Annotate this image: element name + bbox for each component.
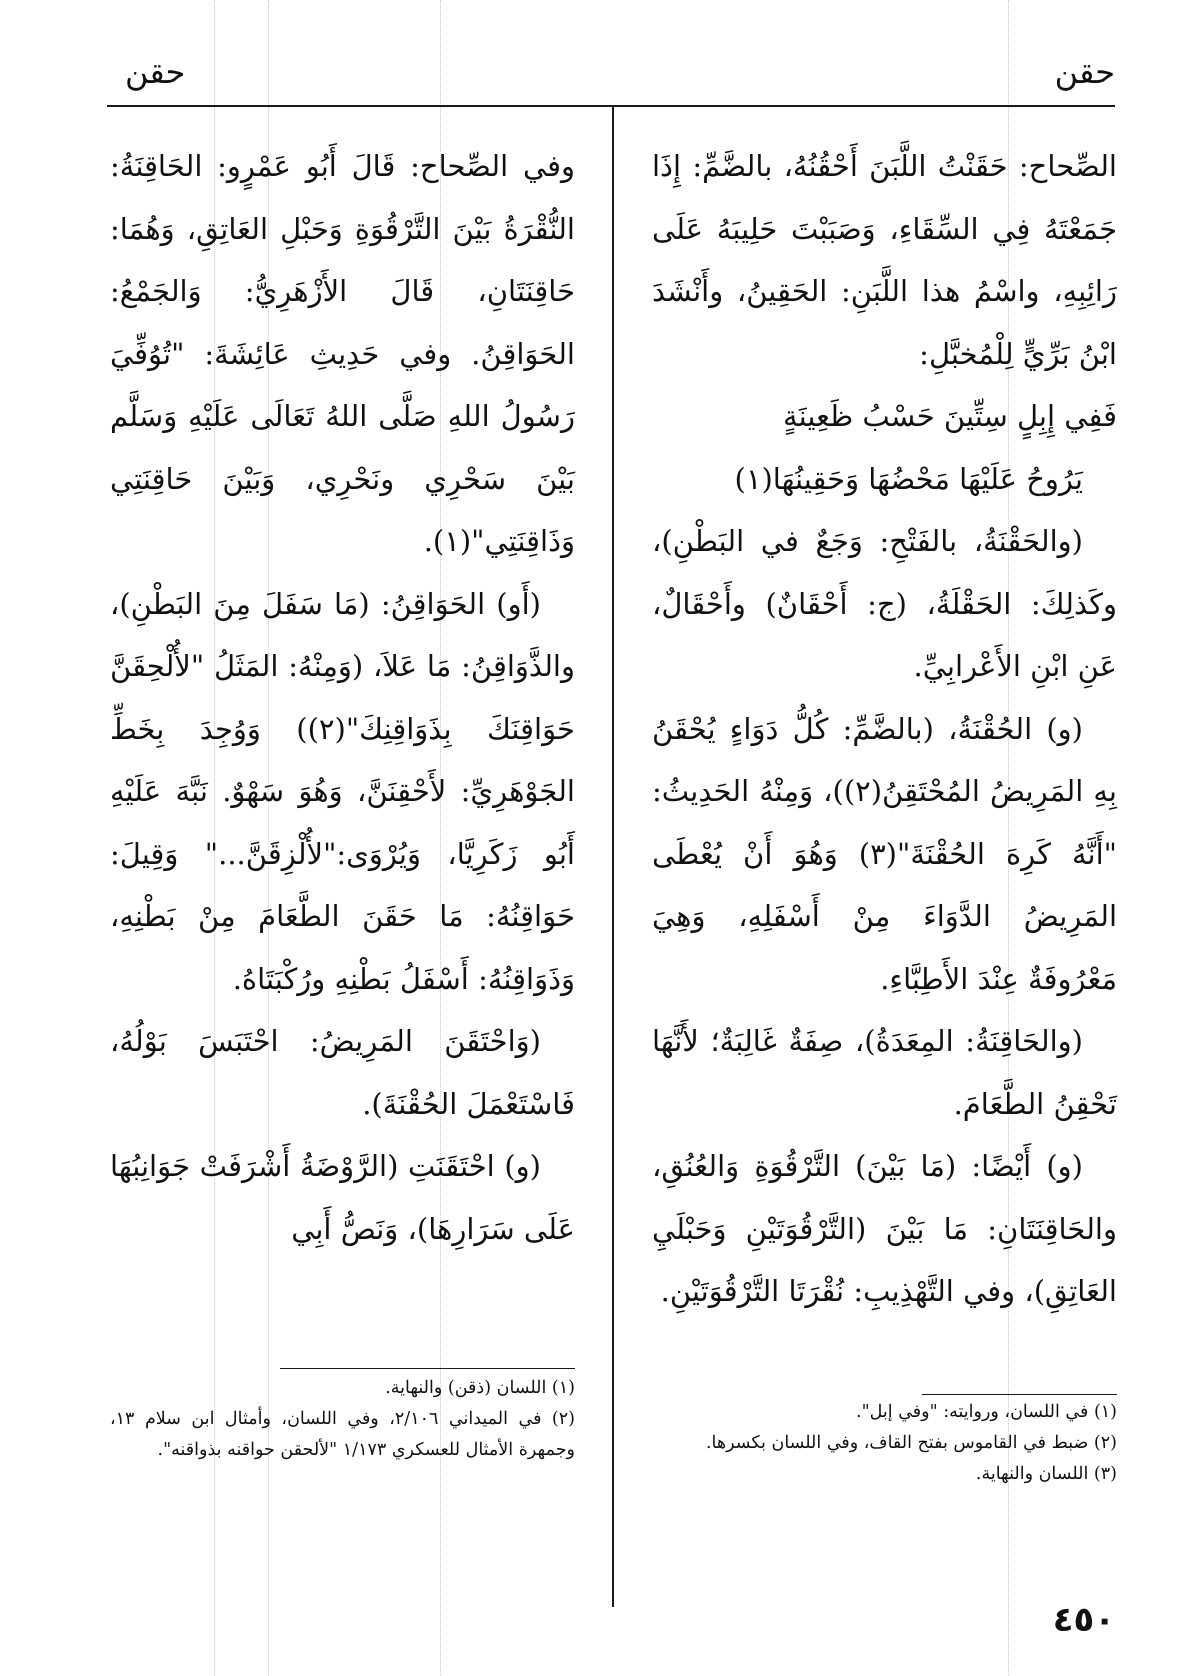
paragraph: (و) الحُقْنَةُ، (بالضَّمِّ: كُلُّ دَوَاءٍ يُحْقَنُ بِهِ المَرِيضُ المُحْتَقِنُ(٢))، وَمِنْهُ الحَدِيثُ: "أَنَّهُ كَرِهَ الحُقْنَةَ"(٣) وَهُوَ أَنْ يُعْطَى المَرِيضُ الدَّوَاءَ مِنْ أَسْفَلِهِ، وَهِيَ مَعْرُوفَةٌ عِنْدَ الأَطِبَّاءِ. xyxy=(652,711,1118,996)
paragraph: (و) أَيْضًا: (مَا بَيْنَ) التَّرْقُوَةِ وَالعُنُقِ، والحَاقِنَتَانِ: مَا بَيْنَ (التَّرْقُوَتَيْنِ وَحَبْلَيِ العَاتِقِ)، وفي التَّهْذِيبِ: نُقْرَتَا التَّرْقُوَتَيْنِ. xyxy=(652,1149,1117,1308)
footnote: (٢) في الميداني ٢/١٠٦، وفي اللسان، وأمثال ابن سلام ١٣، وجمهرة الأمثال للعسكري ١/١٧٣ "لألحقن حواقنه بذواقنه". xyxy=(110,1409,575,1460)
left-column xyxy=(110,135,575,1260)
running-header-right: حقن xyxy=(1054,53,1115,91)
right-column xyxy=(652,135,1117,1323)
verse-line: يَرُوحُ عَلَيْهَا مَحْضُهَا وَحَقِينُهَا(١) xyxy=(734,461,1083,496)
column-divider xyxy=(612,107,614,1607)
paragraph: الصِّحاح: حَقَنْتُ اللَّبَنَ أَحْقُنُهُ، بالضَّمِّ: إِذَا جَمَعْتَهُ فِي السِّقَاءِ، وَصَبَبْتَ حَلِيبَهُ عَلَى رَائِبِهِ، واسْمُ هذا اللَّبَنِ: الحَقِينُ، وأَنْشَدَ ابْنُ بَرِّيٍّ لِلْمُخبَّلِ: xyxy=(652,149,1117,371)
paragraph: وفي الصِّحاح: قَالَ أَبُو عَمْرٍو: الحَاقِنَةُ: النُّقْرَةُ بَيْنَ التَّرْقُوَةِ وَحَبْلِ العَاتِقِ، وَهُمَا: حَاقِنَتَانِ، قَالَ الأَزْهَرِيُّ: وَالجَمْعُ: الحَوَاقِنُ. وفي حَدِيثِ عَائِشَةَ: "تُوُفِّيَ رَسُولُ اللهِ صَلَّى اللهُ تَعَالَى عَلَيْهِ وَسَلَّم بَيْنَ سَحْرِي ونَحْرِي، وَبَيْنَ حَاقِنَتِي وَذَاقِنَتِي"(١). xyxy=(110,149,575,558)
paragraph: (أَو) الحَوَاقِنُ: (مَا سَفَلَ مِنَ البَطْنِ)، والذَّوَاقِنُ: مَا عَلاَ، (وَمِنْهُ: المَثَلُ "لأُلْحِقَنَّ حَوَاقِنَكَ بِذَوَاقِنِكَ"(٢)) وَوُجِدَ بِخَطِّ الجَوْهَرِيِّ: لأَحْقِنَنَّ، وَهُوَ سَهْوٌ. نَبَّهَ عَلَيْهِ أَبُو زَكَرِيَّا، وَيُرْوَى:"لأُلْزِقَنَّ..." وَقِيلَ: حَوَاقِنُهُ: مَا حَقَنَ الطَّعَامَ مِنْ بَطْنِهِ، وَذَوَاقِنُهُ: أَسْفَلُ بَطْنِهِ ورُكْبَتَاهُ. xyxy=(110,586,575,996)
footnote-rule xyxy=(922,1394,1117,1395)
footnote: (١) في اللسان، وروايته: "وفي إبل". xyxy=(856,1402,1117,1422)
footnote: (٣) اللسان والنهاية. xyxy=(975,1464,1117,1484)
footnotes-right xyxy=(652,1397,1117,1490)
running-header-left: حقن xyxy=(125,53,186,91)
page-number: ٤٥٠ xyxy=(1052,1600,1115,1640)
footnotes-left xyxy=(110,1373,575,1466)
paragraph: (وَاحْتَقَنَ المَرِيضُ: احْتَبَسَ بَوْلُهُ، فَاسْتَعْمَلَ الحُقْنَةَ). xyxy=(110,1024,575,1121)
footnote-rule xyxy=(280,1368,575,1369)
header-rule xyxy=(107,105,1115,107)
paragraph: (والحَقْنَةُ، بالفَتْحِ: وَجَعٌ في البَطْنِ)، وكَذلِكَ: الحَقْلَةُ، (ج: أَحْقَانٌ) وأَحْقَالٌ، عَنِ ابْنِ الأَعْرابِيِّ. xyxy=(652,524,1117,683)
verse-line: فَفِي إِبِلٍ سِتِّينَ حَسْبُ ظَعِينَةٍ xyxy=(783,399,1117,433)
footnote: (١) اللسان (ذقن) والنهاية. xyxy=(385,1378,575,1398)
footnote: (٢) ضبط في القاموس بفتح القاف، وفي اللسان بكسرها. xyxy=(705,1433,1117,1453)
paragraph: (والحَاقِنَةُ: المِعَدَةُ)، صِفَةٌ غَالِبَةٌ؛ لأَنَّهَا تَحْقِنُ الطَّعَامَ. xyxy=(652,1024,1117,1121)
paragraph: (و) احْتَقَنَتِ (الرَّوْضَةُ أَشْرَفَتْ جَوَانِبُهَا عَلَى سَرَارِهَا)، وَنَصُّ أَبِي xyxy=(110,1149,575,1246)
